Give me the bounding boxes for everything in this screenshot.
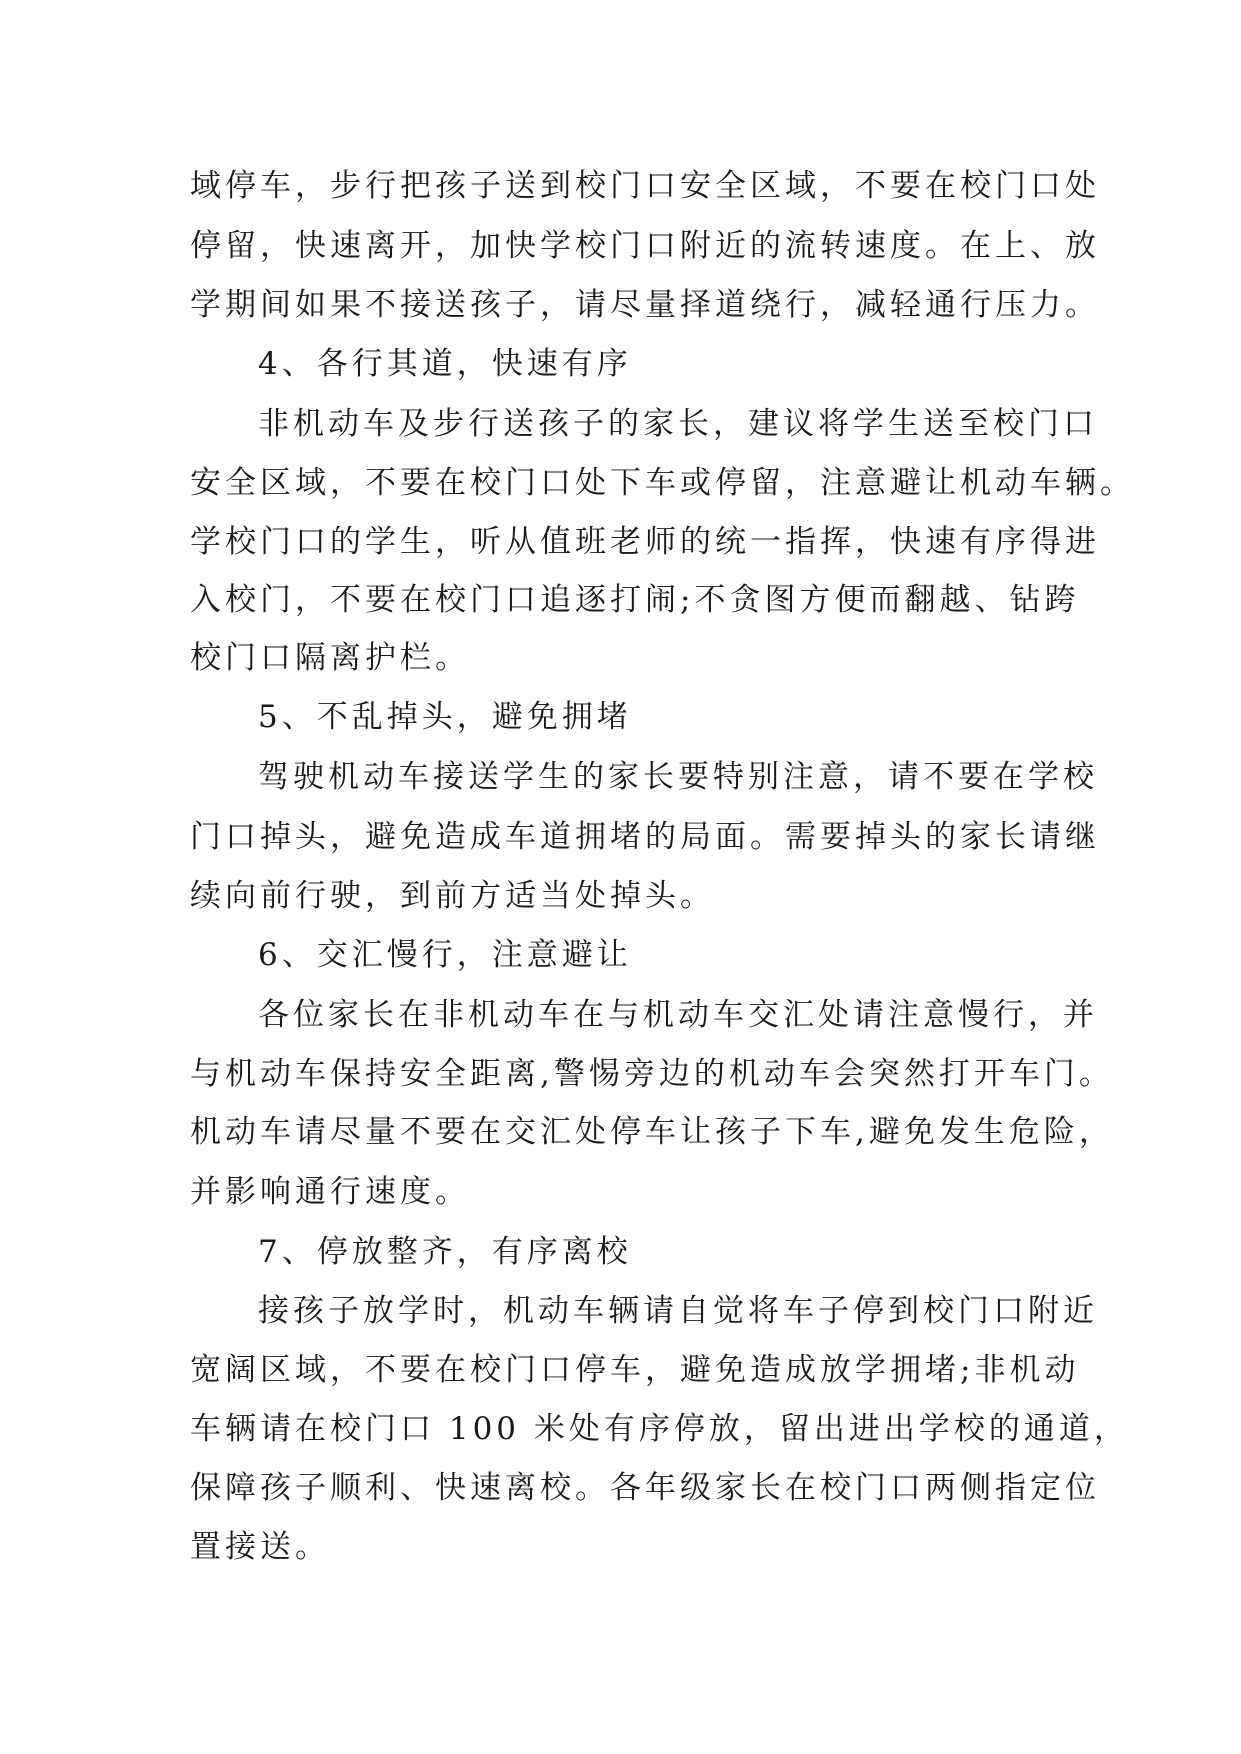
paragraph-line: 车辆请在校门口 100 米处有序停放，留出进出学校的通道， xyxy=(190,1411,1129,1447)
paragraph-line: 机动车请尽量不要在交汇处停车让孩子下车,避免发生危险， xyxy=(190,1114,1114,1150)
paragraph-line: 并影响通行速度。 xyxy=(190,1174,470,1210)
paragraph-line: 停留，快速离开，加快学校门口附近的流转速度。在上、放 xyxy=(190,228,1100,264)
paragraph-line: 域停车，步行把孩子送到校门口安全区域，不要在校门口处 xyxy=(190,168,1100,204)
paragraph-line: 学校门口的学生，听从值班老师的统一指挥，快速有序得进 xyxy=(190,524,1100,560)
paragraph-line: 接孩子放学时，机动车辆请自觉将车子停到校门口附近 xyxy=(258,1293,1098,1329)
paragraph-line: 驾驶机动车接送学生的家长要特别注意，请不要在学校 xyxy=(258,759,1098,795)
section-heading: 5、不乱掉头，避免拥堵 xyxy=(258,699,632,735)
paragraph-line: 安全区域，不要在校门口处下车或停留，注意避让机动车辆。 xyxy=(190,465,1135,501)
paragraph-line: 非机动车及步行送孩子的家长，建议将学生送至校门口 xyxy=(258,406,1098,442)
paragraph-line: 各位家长在非机动车在与机动车交汇处请注意慢行，并 xyxy=(258,997,1098,1033)
paragraph-line: 校门口隔离护栏。 xyxy=(190,640,470,676)
paragraph-line: 学期间如果不接送孩子，请尽量择道绕行，减轻通行压力。 xyxy=(190,287,1100,323)
paragraph-line: 保障孩子顺利、快速离校。各年级家长在校门口两侧指定位 xyxy=(190,1470,1100,1506)
paragraph-line: 宽阔区域，不要在校门口停车，避免造成放学拥堵;非机动 xyxy=(190,1352,1080,1388)
section-heading: 7、停放整齐，有序离校 xyxy=(258,1234,632,1270)
paragraph-line: 门口掉头，避免造成车道拥堵的局面。需要掉头的家长请继 xyxy=(190,819,1100,855)
paragraph-line: 入校门，不要在校门口追逐打闹;不贪图方便而翻越、钻跨 xyxy=(190,582,1080,618)
section-heading: 4、各行其道，快速有序 xyxy=(258,346,632,382)
paragraph-line: 续向前行驶，到前方适当处掉头。 xyxy=(190,878,715,914)
paragraph-line: 置接送。 xyxy=(190,1529,330,1565)
section-heading: 6、交汇慢行，注意避让 xyxy=(258,937,632,973)
paragraph-line: 与机动车保持安全距离,警惕旁边的机动车会突然打开车门。 xyxy=(190,1056,1114,1092)
